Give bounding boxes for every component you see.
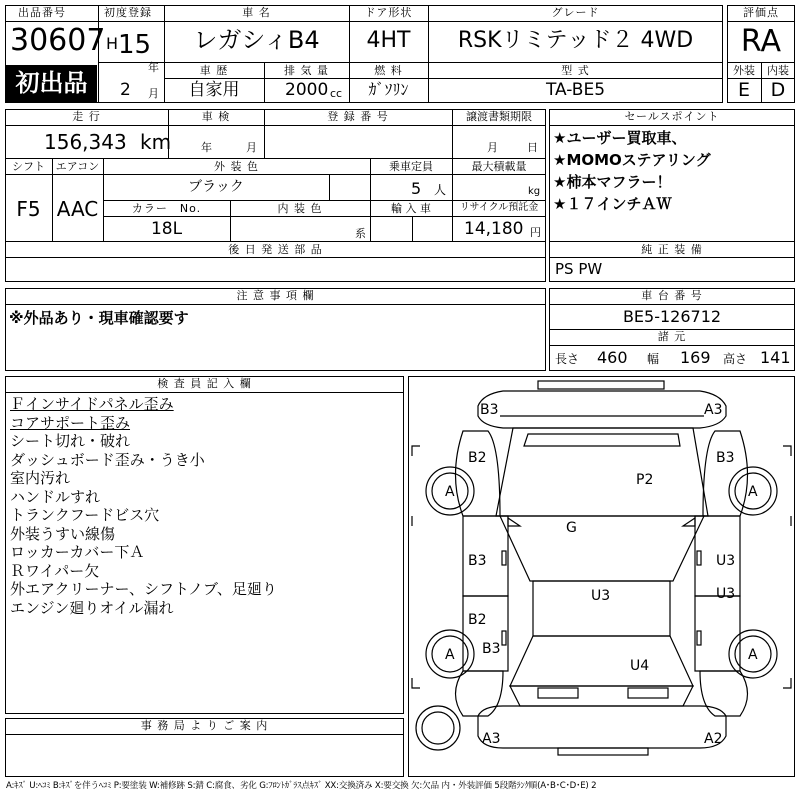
exterior-grade: E (737, 79, 750, 101)
displacement-label: 排 気 量 (284, 64, 329, 77)
interior-color-label: 内 装 色 (277, 202, 323, 215)
sales-point-item: ★ユーザー買取車、 (553, 129, 687, 147)
color-number: 18L (150, 219, 183, 239)
inspector-note: ハンドルすれ (10, 487, 101, 506)
sales-point-item: ★１７インチＡＷ (553, 195, 672, 213)
mark-rear-right: A2 (704, 731, 723, 747)
mark-wheel-rl: A (445, 647, 455, 663)
sales-point-item: ★柿本マフラー！ (553, 173, 672, 191)
fuel: ｶﾞｿﾘﾝ (368, 80, 409, 99)
chassis-number: BE5-126712 (622, 307, 722, 326)
length-value: 460 (597, 348, 628, 367)
era: H (106, 34, 119, 53)
auction-score: RA (740, 24, 782, 59)
car-diagram (408, 376, 795, 777)
interior-grade: D (770, 79, 786, 101)
recycle-unit: 円 (530, 226, 541, 239)
year-unit: 年 (148, 61, 159, 74)
grade-label: グレード (551, 6, 600, 19)
mileage-label: 走 行 (72, 110, 101, 123)
car-name: レガシィB4 (193, 26, 320, 54)
sales-point-item: ★MOMOステアリング (553, 151, 711, 169)
later-parts-label: 後 日 発 送 部 品 (228, 243, 323, 256)
max-load-unit: kg (528, 186, 541, 197)
mark-wheel-fl: A (445, 484, 455, 500)
mark-door-front-right: U3 (716, 553, 736, 569)
grade: RSKリミテッド２ 4WD (457, 28, 694, 53)
inspector-note: ダッシュボード歪み・うき小 (10, 450, 205, 469)
inspector-notes-list (10, 395, 277, 617)
exterior-color: ブラック (188, 179, 244, 195)
inspector-note: エンジン廻りオイル漏れ (10, 598, 174, 617)
inspector-note: 室内汚れ (10, 469, 71, 487)
inspector-note: Ｒワイパー欠 (10, 561, 100, 580)
color-number-label: カラー No. (131, 202, 202, 215)
mark-rear-left: A3 (482, 731, 501, 747)
transfer-deadline-label: 譲渡書類期限 (466, 110, 532, 123)
mark-wheel-rr: A (748, 647, 758, 663)
registration-year: 15 (118, 30, 152, 60)
inspector-note: シート切れ・破れ (10, 432, 131, 450)
model-code: TA-BE5 (545, 80, 606, 100)
mark-hood: P2 (636, 472, 654, 488)
lot-number: 30607 (10, 23, 106, 58)
inspection-label: 車 検 (201, 110, 231, 123)
height-value: 141 (760, 348, 791, 367)
month-unit: 月 (148, 87, 159, 100)
caution-text: ※外品あり・現車確認要す (9, 309, 189, 327)
mileage: 156,343 (44, 130, 127, 154)
mark-wheel-fr: A (748, 484, 758, 500)
shift-label: シフト (12, 160, 45, 173)
lot-number-label: 出品番号 (18, 6, 66, 19)
model-label: 型 式 (561, 64, 590, 77)
inspector-note: トランクフードビス穴 (10, 506, 160, 524)
inspector-notes-label: 検 査 員 記 入 欄 (157, 377, 252, 390)
displacement-unit: cc (330, 87, 343, 100)
inspector-note: コアサポート歪み (10, 413, 131, 432)
inspector-note: ロッカーカバー下Ａ (10, 543, 145, 561)
door-label: ドア形状 (364, 6, 413, 19)
inspector-note: Ｆインサイドパネル歪み (10, 395, 174, 413)
width-value: 169 (680, 348, 711, 367)
registration-month: 2 (120, 80, 131, 100)
exterior-color-label: 外 装 色 (214, 160, 259, 173)
interior-label: 内装 (767, 64, 789, 77)
history-label: 車 歴 (199, 64, 229, 77)
mark-quarter-left: B3 (482, 641, 501, 657)
shift: F5 (16, 197, 41, 221)
transfer-day-unit: 日 (527, 141, 538, 154)
import-label: 輸 入 車 (391, 202, 431, 215)
aircon: AAC (56, 197, 99, 221)
displacement: 2000 (285, 80, 329, 100)
interior-color-unit: 系 (355, 227, 366, 240)
mark-front-left: B3 (480, 402, 499, 418)
exterior-label: 外装 (733, 64, 755, 77)
recycle-label: リサイクル預託金 (459, 202, 539, 213)
mark-door-rear-right: U3 (716, 586, 736, 602)
vehicle-history: 自家用 (188, 80, 240, 100)
mark-roof: U3 (591, 588, 611, 604)
dimensions-label: 諸 元 (657, 330, 687, 343)
mark-fender-left: B2 (468, 450, 487, 466)
fuel-label: 燃 料 (374, 64, 403, 77)
mark-trunk: U4 (630, 658, 650, 674)
chassis-number-label: 車 台 番 号 (641, 289, 703, 302)
mileage-unit: km (140, 130, 172, 154)
width-label: 幅 (647, 352, 660, 366)
inspector-note: 外エアクリーナー、シフトノブ、足廻り (10, 580, 277, 598)
mark-front-right: A3 (704, 402, 723, 418)
sales-points-label: セールスポイント (624, 110, 720, 123)
mark-fender-right: B3 (716, 450, 735, 466)
mark-windshield: G (566, 520, 577, 536)
mark-door-front-left: B3 (468, 553, 487, 569)
legend-text: A:ｷｽﾞ U:ﾍｺﾐ B:ｷｽﾞを伴うﾍｺﾐ P:要塗装 W:補修跡 S:錆 C:腐食、劣化 G:ﾌﾛﾝﾄｶﾞﾗｽ点ｷｽﾞ XX:交換済み X:要交換 欠:欠品 内・外装評価 5段階ﾗﾝｸ順(A･B･C･D･E) 2 (6, 781, 597, 791)
door-type: 4HT (366, 28, 411, 53)
score-label: 評価点 (743, 6, 779, 19)
capacity: 5 (411, 179, 422, 198)
inspection-year-unit: 年 (201, 141, 212, 154)
length-label: 長さ (555, 352, 580, 366)
height-label: 高さ (723, 352, 748, 366)
car-name-label: 車 名 (242, 6, 271, 19)
max-load-label: 最大積載量 (471, 160, 527, 173)
inspector-note: 外装うすい線傷 (10, 524, 116, 543)
first-listing-badge: 初出品 (6, 65, 97, 102)
capacity-unit: 人 (434, 183, 447, 197)
equipment-label: 純 正 装 備 (641, 243, 703, 256)
mark-door-rear-left: B2 (468, 612, 487, 628)
registration-number-label: 登 録 番 号 (327, 110, 389, 123)
office-label: 事 務 局 よ り ご 案 内 (140, 719, 269, 732)
transfer-month-unit: 月 (487, 141, 498, 154)
caution-label: 注 意 事 項 欄 (236, 289, 315, 302)
equipment-value: PS PW (555, 260, 603, 278)
aircon-label: エアコン (55, 160, 100, 173)
inspection-month-unit: 月 (246, 141, 257, 154)
first-registration-label: 初度登録 (104, 6, 152, 19)
capacity-label: 乗車定員 (389, 160, 433, 173)
recycle-deposit: 14,180 (464, 219, 524, 239)
